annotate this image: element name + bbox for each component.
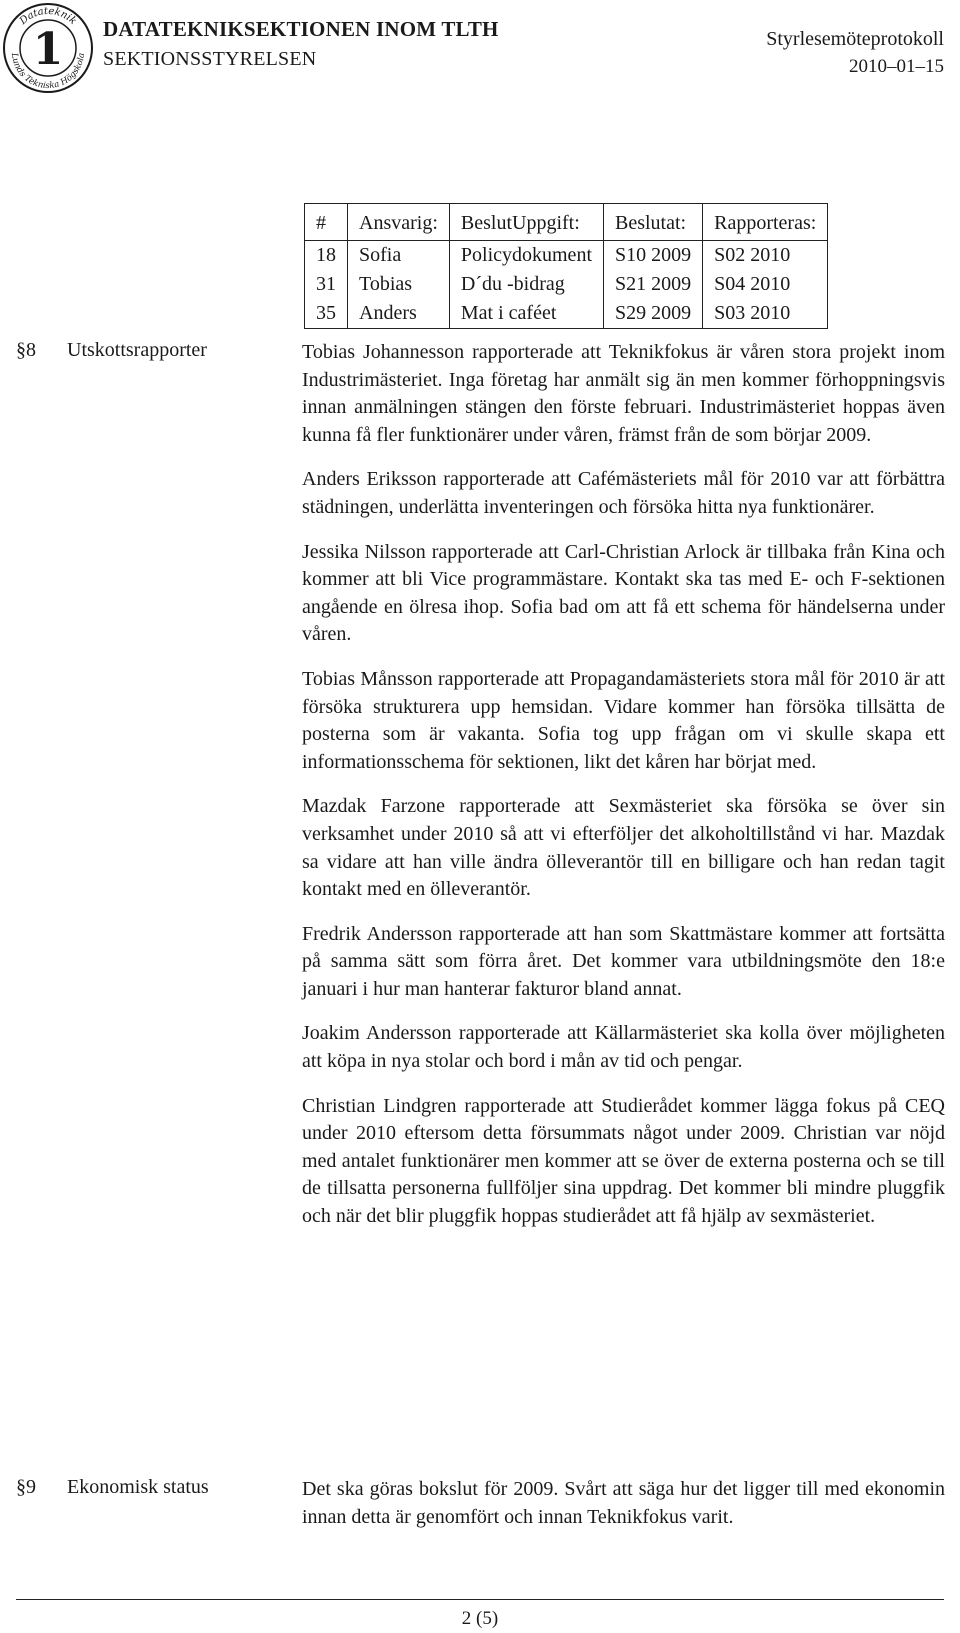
section-number: §9 bbox=[16, 1476, 36, 1498]
table-cell: Anders bbox=[348, 299, 450, 329]
section-title: Ekonomisk status bbox=[67, 1476, 209, 1498]
table-cell: Sofia bbox=[348, 241, 450, 271]
table-cell: Policydokument bbox=[449, 241, 603, 271]
table-row bbox=[305, 299, 828, 329]
table-cell: S04 2010 bbox=[703, 270, 828, 299]
document-type: Styrlesemöteprotokoll bbox=[766, 28, 944, 50]
table-cell: S02 2010 bbox=[703, 241, 828, 271]
table-cell: Tobias bbox=[348, 270, 450, 299]
paragraph: Jessika Nilsson rapporterade att Carl-Christian Arlock är tillbaka från Kina och kommer att bli Vice programmästare. Kontakt ska tas med E- och F-sektionen angående en ölresa ihop. Sofia bad om att få ett schema för händelserna under våren. bbox=[302, 540, 945, 646]
table-cell: S03 2010 bbox=[703, 299, 828, 329]
table-cell: 18 bbox=[305, 241, 348, 271]
seal-text-top: Datateknik bbox=[17, 5, 79, 27]
page-number: 2 (5) bbox=[461, 1608, 499, 1629]
table-cell: D´du -bidrag bbox=[449, 270, 603, 299]
paragraph: Tobias Månsson rapporterade att Propagandamästeriets stora mål för 2010 är att försöka strukturera upp hemsidan. Vidare kommer han försöka tillsätta de posterna som är vakanta. Sofia tog upp frågan om vi skulle skapa ett informationsschema för sektionen, likt det kåren har börjat med. bbox=[302, 667, 945, 773]
table-cell: Mat i caféet bbox=[449, 299, 603, 329]
seal-text-bottom: Lunds Tekniska Högskola bbox=[8, 52, 88, 92]
organization-subtitle: SEKTIONSSTYRELSEN bbox=[103, 48, 317, 70]
paragraph: Fredrik Andersson rapporterade att han som Skattmästare kommer att fortsätta på samma sätt som förra året. Det kommer vara utbildningsmöte den 18:e januari i hur man hanterar fakturor bland annat. bbox=[302, 922, 945, 1000]
section-body bbox=[302, 1476, 945, 1531]
section-seal-logo bbox=[2, 2, 94, 94]
seal-numeral: 1 bbox=[32, 24, 64, 75]
table-cell: S10 2009 bbox=[604, 241, 703, 271]
paragraph: Tobias Johannesson rapporterade att Teknikfokus är våren stora projekt inom Industrimästeriet. Inga företag har anmält sig än men kommer förhoppningsvis innan anmälningen stängen den förste februari. Industrimästeriet hoppas även kunna få fler funktionärer under våren, främst från de som börjar 2009. bbox=[302, 341, 945, 446]
organization-name: DATATEKNIKSEKTIONEN INOM TLTH bbox=[103, 17, 499, 41]
paragraph: Christian Lindgren rapporterade att Studierådet kommer lägga fokus på CEQ under 2010 eftersom detta försummats något under 2009. Christian var nöjd med antalet funktionärer men kommer att se över de externa posterna och se till de tillsatta personerna fullföljer sina uppdrag. Det kommer bli mindre pluggfik och när det blir pluggfik hoppas studierådet att få hjälp av sexmästeriet. bbox=[302, 1094, 945, 1228]
paragraph: Anders Eriksson rapporterade att Cafémästeriets mål för 2010 var att förbättra städningen, underlätta inventeringen och försöka hitta nya funktionärer. bbox=[302, 468, 945, 518]
footer-divider bbox=[16, 1599, 944, 1600]
paragraph: Mazdak Farzone rapporterade att Sexmästeriet ska försöka se över sin verksamhet under 2010 så att vi efterföljer det alkoholtillstånd vi har. Mazdak sa vidare att han ville ändra ölleverantör till en billigare och han redan tagit kontakt med en ölleverantör. bbox=[302, 795, 945, 901]
table-cell: S21 2009 bbox=[604, 270, 703, 299]
section-number: §8 bbox=[16, 339, 36, 361]
table-cell: S29 2009 bbox=[604, 299, 703, 329]
table-header-row bbox=[305, 204, 828, 241]
paragraph: Joakim Andersson rapporterade att Källarmästeriet ska kolla över möjligheten att köpa in nya stolar och bord i mån av tid och pengar. bbox=[302, 1022, 945, 1073]
section-body bbox=[302, 339, 945, 1231]
seal-icon bbox=[2, 2, 94, 94]
table-cell: 35 bbox=[305, 299, 348, 329]
paragraph: Det ska göras bokslut för 2009. Svårt att säga hur det ligger till med ekonomin innan detta är genomfört och innan Teknikfokus varit. bbox=[302, 1478, 945, 1528]
col-header-task: BeslutUppgift: bbox=[449, 204, 603, 241]
section-title: Utskottsrapporter bbox=[67, 339, 207, 361]
table-cell: 31 bbox=[305, 270, 348, 299]
col-header-responsible: Ansvarig: bbox=[348, 204, 450, 241]
table-row bbox=[305, 241, 828, 271]
document-date: 2010–01–15 bbox=[849, 56, 944, 77]
col-header-report: Rapporteras: bbox=[703, 204, 828, 241]
col-header-number: # bbox=[305, 204, 348, 241]
col-header-decided: Beslutat: bbox=[604, 204, 703, 241]
table-row bbox=[305, 270, 828, 299]
action-items-table bbox=[304, 203, 828, 329]
